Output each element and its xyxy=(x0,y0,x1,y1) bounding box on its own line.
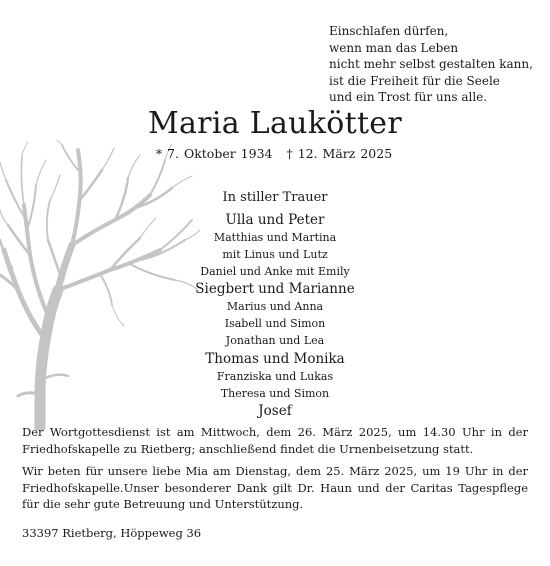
mourner-name: Marius und Anna xyxy=(226,300,324,314)
mourner-name: Franziska und Lukas xyxy=(216,369,334,383)
poem-line: Einschlafen dürfen, xyxy=(329,24,449,38)
mourners-list xyxy=(0,188,550,421)
death-date: † 12. März 2025 xyxy=(286,146,393,161)
family-address: 33397 Rietberg, Höppeweg 36 xyxy=(22,526,202,540)
mourners-heading: In stiller Trauer xyxy=(222,190,328,205)
poem-line: und ein Trost für uns alle. xyxy=(329,90,488,105)
birth-date: * 7. Oktober 1934 xyxy=(155,146,273,161)
mourner-name: Matthias und Martina xyxy=(213,231,337,244)
life-dates xyxy=(0,145,548,163)
mourner-family: Siegbert und Marianne xyxy=(195,281,355,298)
mourner-name: Daniel und Anke mit Emily xyxy=(200,264,350,278)
deceased-name: Maria Laukötter xyxy=(147,106,403,141)
poem-line: wenn man das Leben xyxy=(329,40,459,55)
prayer-notice: Wir beten für unsere liebe Mia am Dienstag, dem 25. März 2025, um 19 Uhr in der Friedhofskapelle.Unser besonderer Dank gilt Dr. Haun und der Caritas Tagespflege für die sehr gute Betreuung und Unterstützung. xyxy=(22,464,528,511)
mourner-family: Thomas und Monika xyxy=(205,350,345,367)
poem xyxy=(329,23,533,106)
mourner-name: Jonathan und Lea xyxy=(225,333,325,347)
mourner-name: Theresa und Simon xyxy=(220,386,330,400)
mourner-family: Josef xyxy=(258,403,292,420)
service-notice: Der Wortgottesdienst ist am Mittwoch, dem 26. März 2025, um 14.30 Uhr in der Friedhofskapelle zu Rietberg; anschließend findet die Urnenbeisetzung statt. xyxy=(22,425,528,456)
poem-line: nicht mehr selbst gestalten kann, xyxy=(329,57,533,72)
mourner-name: Isabell und Simon xyxy=(224,317,326,331)
mourner-family: Ulla und Peter xyxy=(225,212,325,228)
mourner-name: mit Linus und Lutz xyxy=(222,247,328,261)
poem-line: ist die Freiheit für die Seele xyxy=(329,73,500,88)
